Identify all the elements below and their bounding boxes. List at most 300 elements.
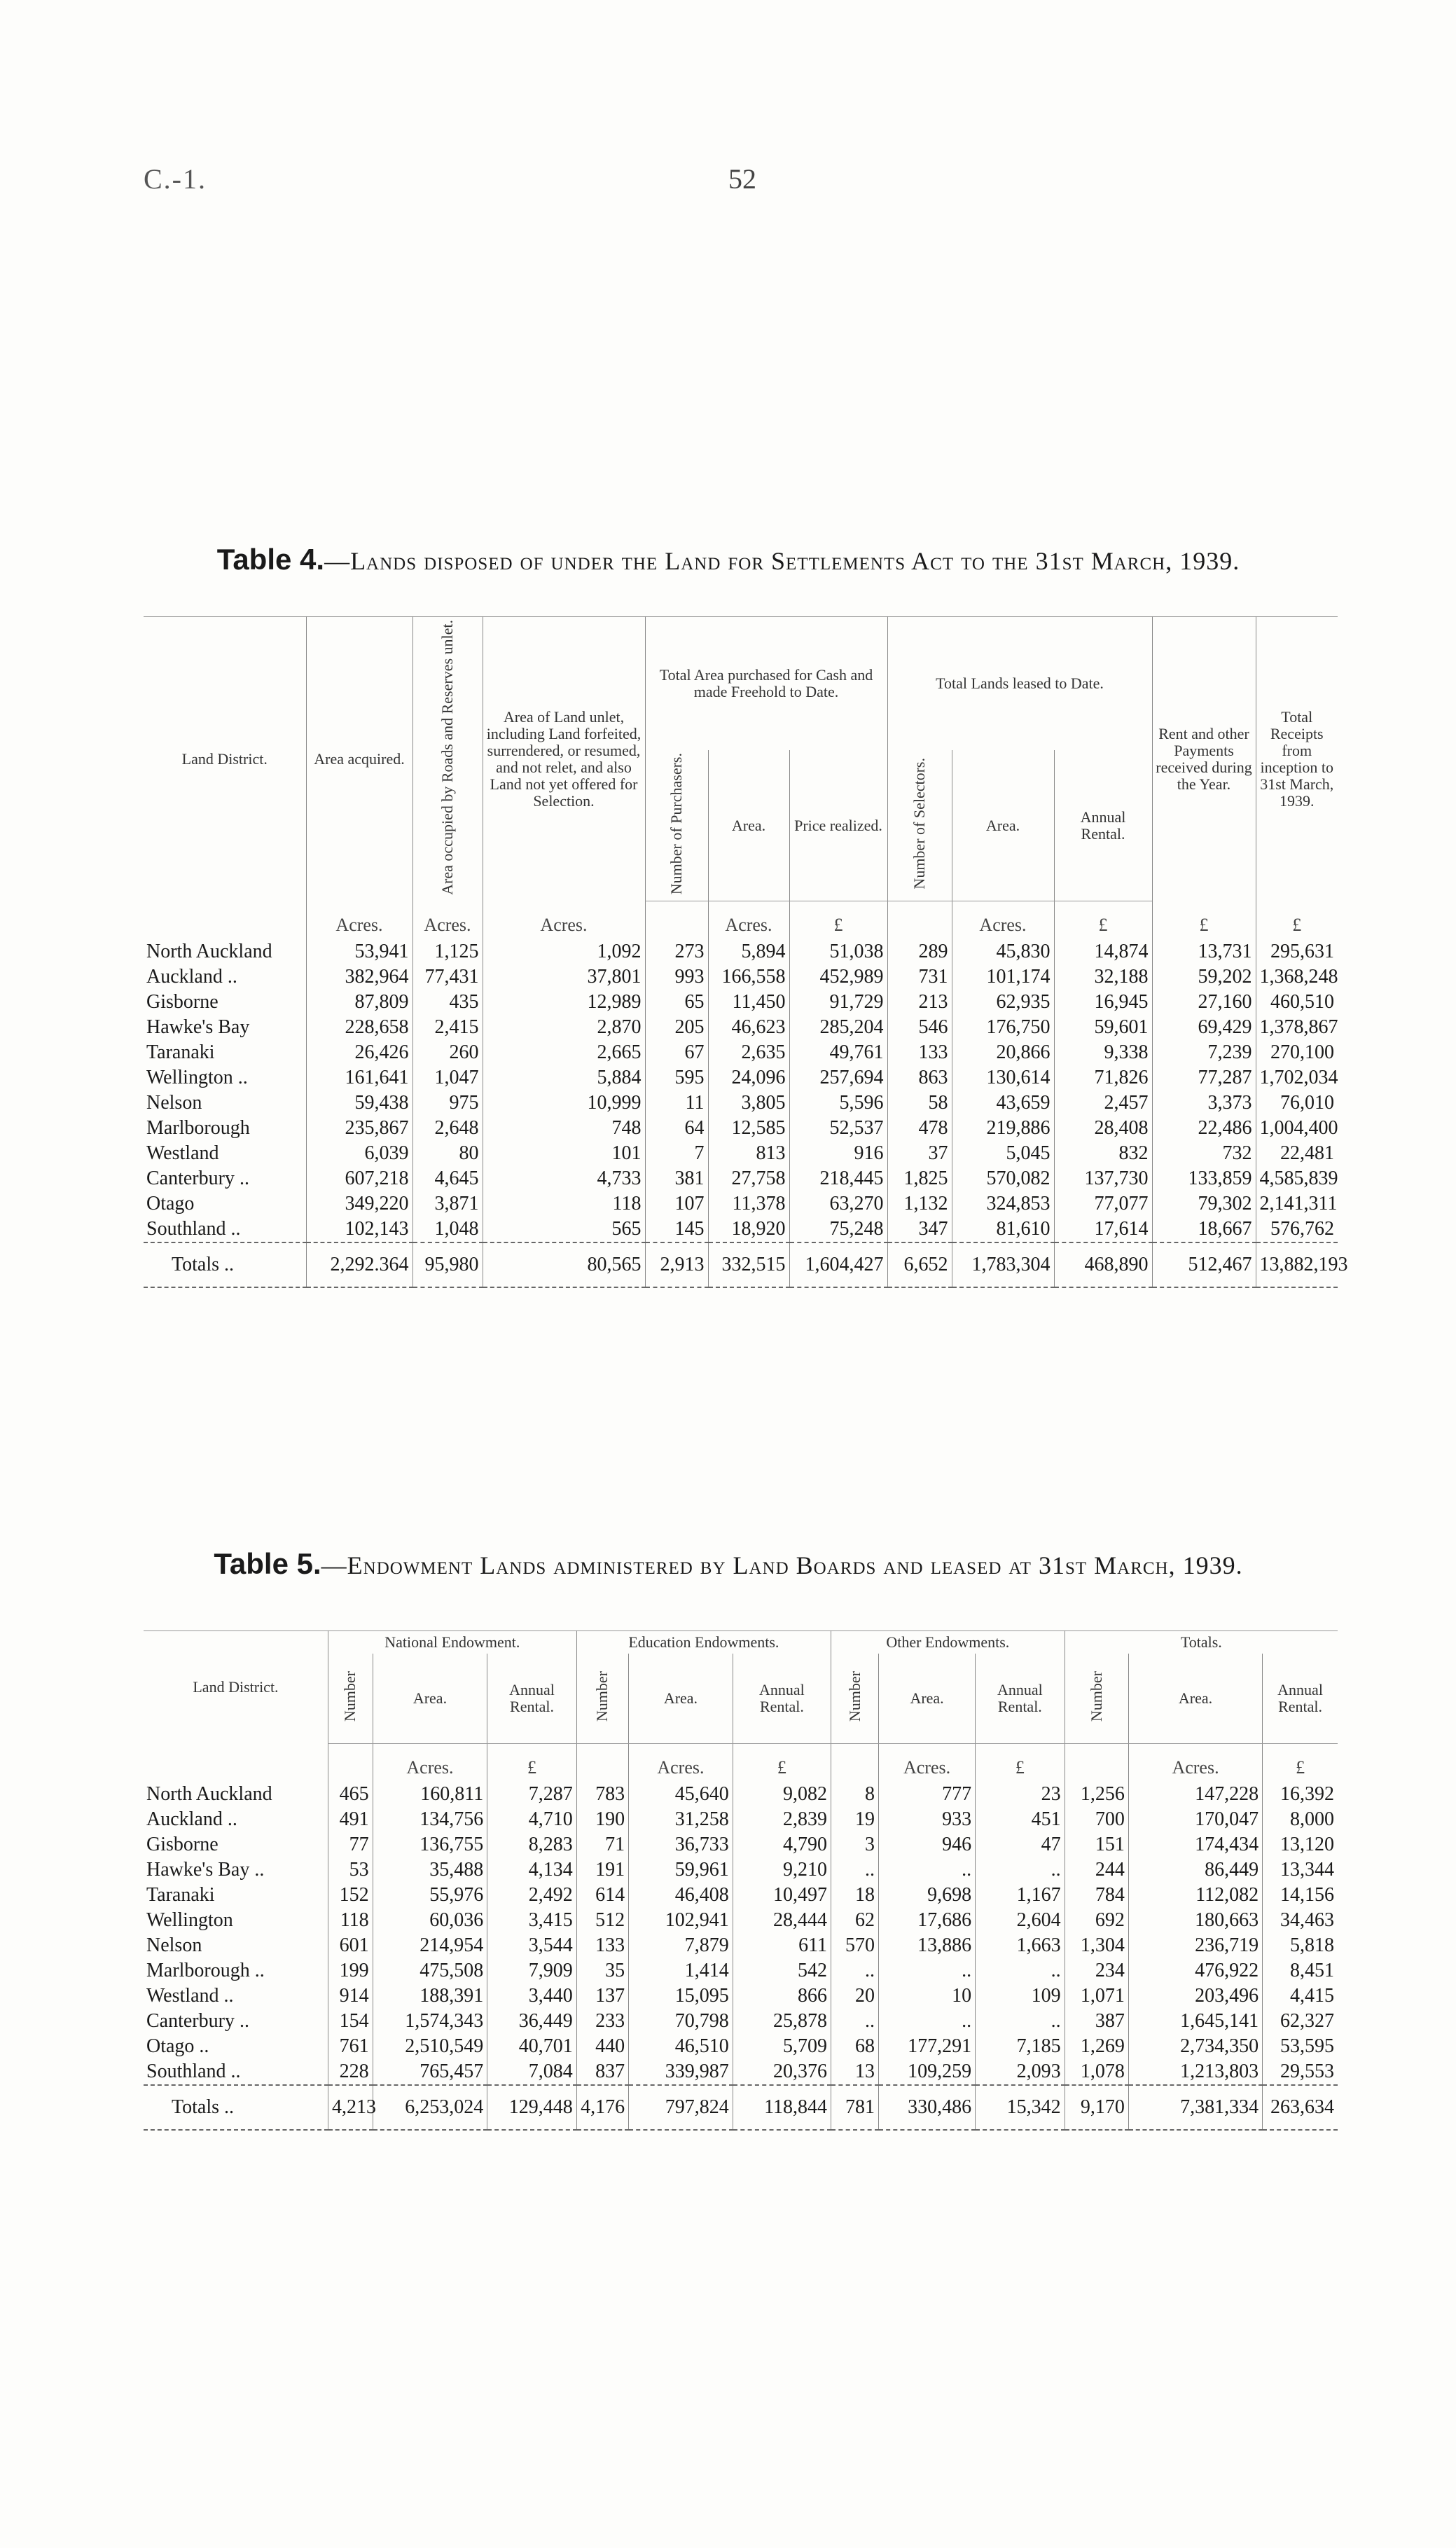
table-cell: 7,239 xyxy=(1152,1040,1256,1065)
table-cell: 109,259 xyxy=(879,2059,976,2085)
table-cell: 837 xyxy=(576,2059,628,2085)
table-cell: 1,574,343 xyxy=(373,2009,487,2034)
table-cell: 177,291 xyxy=(879,2034,976,2059)
table-cell: 5,596 xyxy=(789,1090,887,1116)
table-cell: 1,048 xyxy=(412,1217,483,1242)
table-cell: 244 xyxy=(1065,1857,1128,1883)
table-cell: 451 xyxy=(976,1807,1065,1832)
table-cell: 101,174 xyxy=(952,964,1054,990)
table-cell: 13 xyxy=(831,2059,879,2085)
row-label: Gisborne xyxy=(146,991,219,1013)
table-cell: 332,515 xyxy=(708,1242,789,1287)
table-cell: 3,373 xyxy=(1152,1090,1256,1116)
table-cell: 213 xyxy=(887,990,952,1015)
table4-header-leased-area: Area. xyxy=(952,750,1054,901)
row-label: Marlborough .. xyxy=(146,1960,265,1981)
row-label: Totals .. xyxy=(144,1242,306,1287)
table-cell: 20,866 xyxy=(952,1040,1054,1065)
table-cell: 228,658 xyxy=(306,1015,412,1040)
table-cell: 62,935 xyxy=(952,990,1054,1015)
table-row xyxy=(144,1015,1338,1040)
row-label: Otago .. xyxy=(146,2035,209,2057)
table-cell: 270,100 xyxy=(1256,1040,1338,1065)
table-cell: .. xyxy=(879,2009,976,2034)
table-cell: 18 xyxy=(831,1883,879,1908)
table-cell: 29,553 xyxy=(1263,2059,1338,2085)
table-cell: 145 xyxy=(645,1217,708,1242)
row-label: North Auckland xyxy=(146,1783,272,1805)
table-row xyxy=(144,1983,1338,2009)
table4-header-area-acquired: Area acquired. xyxy=(306,617,412,901)
table-cell: 1,663 xyxy=(976,1933,1065,1958)
table-cell: 2,665 xyxy=(483,1040,645,1065)
table-cell: 20 xyxy=(831,1983,879,2009)
table5-header-other-number: Number xyxy=(831,1654,879,1744)
table-cell: 47 xyxy=(976,1832,1065,1857)
table-cell: 133,859 xyxy=(1152,1166,1256,1191)
table-cell: 25,878 xyxy=(733,2009,831,2034)
row-label: Taranaki xyxy=(146,1041,215,1064)
table-cell: 170,047 xyxy=(1128,1807,1262,1832)
table-cell: 546 xyxy=(887,1015,952,1040)
table4-header-land-district: Land District. xyxy=(181,749,268,768)
table-cell: 62 xyxy=(831,1908,879,1933)
table-cell: 866 xyxy=(733,1983,831,2009)
table-cell: 607,218 xyxy=(306,1166,412,1191)
table-cell: 731 xyxy=(887,964,952,990)
table-cell: 18,667 xyxy=(1152,1217,1256,1242)
table-cell: 2,870 xyxy=(483,1015,645,1040)
table-row xyxy=(144,939,1338,964)
table-cell: 9,170 xyxy=(1065,2085,1128,2130)
table4-units-row xyxy=(144,901,1338,940)
table5-title-lead: Table 5. xyxy=(214,1547,321,1580)
units-cell xyxy=(576,1744,628,1782)
table-cell: 2,141,311 xyxy=(1256,1191,1338,1217)
table-cell: .. xyxy=(831,1958,879,1983)
table-cell: 387 xyxy=(1065,2009,1128,2034)
table-cell: 45,640 xyxy=(629,1782,733,1807)
table-row xyxy=(144,1141,1338,1166)
table-cell: 52,537 xyxy=(789,1116,887,1141)
table5-header-national-area: Area. xyxy=(373,1654,487,1744)
table-cell: 45,830 xyxy=(952,939,1054,964)
table-cell: 62,327 xyxy=(1263,2009,1338,2034)
table-cell: 465 xyxy=(328,1782,373,1807)
table-cell: 81,610 xyxy=(952,1217,1054,1242)
table-cell: 35,488 xyxy=(373,1857,487,1883)
table5-header-education-area: Area. xyxy=(629,1654,733,1744)
table-cell: 460,510 xyxy=(1256,990,1338,1015)
table-cell: 1,167 xyxy=(976,1883,1065,1908)
table-cell: 576,762 xyxy=(1256,1217,1338,1242)
row-label: Marlborough xyxy=(146,1117,250,1140)
table-cell: 9,338 xyxy=(1054,1040,1152,1065)
units-cell: £ xyxy=(1256,901,1338,940)
table-cell: 1,047 xyxy=(412,1065,483,1090)
table-row xyxy=(144,1191,1338,1217)
row-label: Nelson xyxy=(146,1934,202,1956)
table-cell: .. xyxy=(976,1857,1065,1883)
table-cell: 2,292.364 xyxy=(306,1242,412,1287)
table-cell: 2,913 xyxy=(645,1242,708,1287)
table-cell: 46,510 xyxy=(629,2034,733,2059)
table4-header-area-roads: Area occupied by Roads and Reserves unlet. xyxy=(412,617,483,901)
table-cell: 8,283 xyxy=(487,1832,576,1857)
table-cell: 1,125 xyxy=(412,939,483,964)
table-cell: 2,457 xyxy=(1054,1090,1152,1116)
table-cell: 95,980 xyxy=(412,1242,483,1287)
table-cell: 234 xyxy=(1065,1958,1128,1983)
table-cell: 13,120 xyxy=(1263,1832,1338,1857)
table-cell: 91,729 xyxy=(789,990,887,1015)
table-cell: 2,635 xyxy=(708,1040,789,1065)
table-cell: 6,652 xyxy=(887,1242,952,1287)
table-cell: 761 xyxy=(328,2034,373,2059)
table5-header-education-number: Number xyxy=(576,1654,628,1744)
table-cell: 475,508 xyxy=(373,1958,487,1983)
table-cell: 58 xyxy=(887,1090,952,1116)
row-label: Wellington xyxy=(146,1909,233,1931)
table-row xyxy=(144,2009,1338,2034)
table-row xyxy=(144,1782,1338,1807)
table-cell: 109 xyxy=(976,1983,1065,2009)
table-cell: 14,156 xyxy=(1263,1883,1338,1908)
table-cell: 765,457 xyxy=(373,2059,487,2085)
table5-header-group-national: National Endowment. xyxy=(328,1631,576,1654)
units-cell xyxy=(144,1744,328,1782)
table-cell: 468,890 xyxy=(1054,1242,1152,1287)
table-cell: 478 xyxy=(887,1116,952,1141)
table-cell: 946 xyxy=(879,1832,976,1857)
table5-header-other-area: Area. xyxy=(879,1654,976,1744)
table-cell: 166,558 xyxy=(708,964,789,990)
row-label: Auckland .. xyxy=(146,966,237,988)
table4-title-text: —Lands disposed of under the Land for Settlements Act to the 31st March, 1939. xyxy=(324,547,1240,575)
table-cell: 205 xyxy=(645,1015,708,1040)
table-cell: 188,391 xyxy=(373,1983,487,2009)
table-cell: 933 xyxy=(879,1807,976,1832)
table-cell: 3,440 xyxy=(487,1983,576,2009)
table-cell: 36,733 xyxy=(629,1832,733,1857)
table-cell: 11 xyxy=(645,1090,708,1116)
table-row xyxy=(144,1217,1338,1242)
table-cell: 24,096 xyxy=(708,1065,789,1090)
table-cell: 565 xyxy=(483,1217,645,1242)
table-cell: 1,132 xyxy=(887,1191,952,1217)
table-cell: 611 xyxy=(733,1933,831,1958)
table-cell: 13,344 xyxy=(1263,1857,1338,1883)
table-cell: 700 xyxy=(1065,1807,1128,1832)
table4-header-rent-payments: Rent and other Payments received during the Year. xyxy=(1152,617,1256,901)
table-cell: 35 xyxy=(576,1958,628,1983)
table-cell: 76,010 xyxy=(1256,1090,1338,1116)
table-cell: 6,039 xyxy=(306,1141,412,1166)
row-label: Southland .. xyxy=(146,1218,241,1240)
table-cell: 512 xyxy=(576,1908,628,1933)
table-cell: 381 xyxy=(645,1166,708,1191)
table-cell: 2,648 xyxy=(412,1116,483,1141)
table-cell: 77,287 xyxy=(1152,1065,1256,1090)
row-label: Totals .. xyxy=(144,2085,328,2130)
table-cell: 8,451 xyxy=(1263,1958,1338,1983)
table-cell: 102,941 xyxy=(629,1908,733,1933)
table-cell: 4,710 xyxy=(487,1807,576,1832)
row-label: Westland xyxy=(146,1142,219,1165)
table5-header-group-education: Education Endowments. xyxy=(576,1631,831,1654)
table4-header-area-unlet: Area of Land unlet, including Land forfeited, surrendered, or resumed, and not relet, and also Land not yet offered for Selection. xyxy=(483,617,645,901)
table4-header-group-leased: Total Lands leased to Date. xyxy=(887,617,1152,751)
table-cell: 191 xyxy=(576,1857,628,1883)
page-identifier: C.-1. xyxy=(144,163,207,195)
table-row xyxy=(144,1832,1338,1857)
row-label: Canterbury .. xyxy=(146,1168,249,1190)
table-cell: 219,886 xyxy=(952,1116,1054,1141)
table-cell: 22,481 xyxy=(1256,1141,1338,1166)
table-cell: 1,783,304 xyxy=(952,1242,1054,1287)
units-cell xyxy=(887,901,952,940)
table-cell: 3,415 xyxy=(487,1908,576,1933)
table-cell: 174,434 xyxy=(1128,1832,1262,1857)
table-cell: 11,450 xyxy=(708,990,789,1015)
table4-header-area: Area. xyxy=(708,750,789,901)
table-cell: 136,755 xyxy=(373,1832,487,1857)
table-row xyxy=(144,2059,1338,2085)
table-cell: 59,438 xyxy=(306,1090,412,1116)
table4-body xyxy=(144,901,1348,1288)
table-cell: 732 xyxy=(1152,1141,1256,1166)
table-row xyxy=(144,1933,1338,1958)
page-number: 52 xyxy=(728,163,756,195)
table-cell: 53,941 xyxy=(306,939,412,964)
table-cell: 777 xyxy=(879,1782,976,1807)
table4-header-purchasers: Number of Purchasers. xyxy=(645,750,708,901)
table-cell: 151 xyxy=(1065,1832,1128,1857)
table-cell: 37,801 xyxy=(483,964,645,990)
table-cell: 15,095 xyxy=(629,1983,733,2009)
table-cell: 273 xyxy=(645,939,708,964)
table-cell: 1,004,400 xyxy=(1256,1116,1338,1141)
table-cell: 781 xyxy=(831,2085,879,2130)
table-cell: 233 xyxy=(576,2009,628,2034)
table-cell: 1,825 xyxy=(887,1166,952,1191)
table-cell: 614 xyxy=(576,1883,628,1908)
table5-header-land-district: Land District. xyxy=(193,1678,279,1696)
table-cell: 20,376 xyxy=(733,2059,831,2085)
table4-header-total-receipts: Total Receipts from inception to 31st March, 1939. xyxy=(1256,617,1338,901)
table-cell: 87,809 xyxy=(306,990,412,1015)
table-cell: 8 xyxy=(831,1782,879,1807)
table-cell: 260 xyxy=(412,1040,483,1065)
table4-header-selectors: Number of Selectors. xyxy=(887,750,952,901)
table-cell: .. xyxy=(831,2009,879,2034)
table-cell: 152 xyxy=(328,1883,373,1908)
table5 xyxy=(144,1630,1338,2131)
table-cell: 43,659 xyxy=(952,1090,1054,1116)
table-cell: .. xyxy=(976,1958,1065,1983)
table-cell: 40,701 xyxy=(487,2034,576,2059)
units-cell: Acres. xyxy=(412,901,483,940)
table-cell: 2,492 xyxy=(487,1883,576,1908)
units-cell xyxy=(831,1744,879,1782)
row-label: North Auckland xyxy=(146,941,272,963)
units-cell: Acres. xyxy=(952,901,1054,940)
table-cell: 190 xyxy=(576,1807,628,1832)
units-cell: £ xyxy=(1054,901,1152,940)
table-cell: 118,844 xyxy=(733,2085,831,2130)
table-cell: 285,204 xyxy=(789,1015,887,1040)
table-row xyxy=(144,1807,1338,1832)
table-cell: 11,378 xyxy=(708,1191,789,1217)
table-cell: 14,874 xyxy=(1054,939,1152,964)
table-cell: 17,686 xyxy=(879,1908,976,1933)
table-cell: 12,989 xyxy=(483,990,645,1015)
table-cell: 71 xyxy=(576,1832,628,1857)
table4 xyxy=(144,616,1348,1288)
table-cell: 9,210 xyxy=(733,1857,831,1883)
table-cell: 22,486 xyxy=(1152,1116,1256,1141)
table-cell: 133 xyxy=(887,1040,952,1065)
table-cell: .. xyxy=(879,1958,976,1983)
table-cell: 7,084 xyxy=(487,2059,576,2085)
table-cell: 5,818 xyxy=(1263,1933,1338,1958)
table-cell: 60,036 xyxy=(373,1908,487,1933)
table-cell: 51,038 xyxy=(789,939,887,964)
table-cell: 3,871 xyxy=(412,1191,483,1217)
table-row xyxy=(144,1958,1338,1983)
table-cell: 542 xyxy=(733,1958,831,1983)
table5-title-text: —Endowment Lands administered by Land Boards and leased at 31st March, 1939. xyxy=(321,1551,1243,1579)
table-cell: 914 xyxy=(328,1983,373,2009)
table-cell: 203,496 xyxy=(1128,1983,1262,2009)
table-cell: 339,987 xyxy=(629,2059,733,2085)
table-cell: 2,734,350 xyxy=(1128,2034,1262,2059)
units-cell: Acres. xyxy=(483,901,645,940)
table5-header-national-number: Number xyxy=(328,1654,373,1744)
row-label: Nelson xyxy=(146,1092,202,1114)
table-cell: 32,188 xyxy=(1054,964,1152,990)
units-cell: Acres. xyxy=(629,1744,733,1782)
units-cell: Acres. xyxy=(306,901,412,940)
table-cell: 112,082 xyxy=(1128,1883,1262,1908)
table-cell: 975 xyxy=(412,1090,483,1116)
table-cell: 570 xyxy=(831,1933,879,1958)
table-cell: 18,920 xyxy=(708,1217,789,1242)
table-cell: 7,879 xyxy=(629,1933,733,1958)
units-cell: Acres. xyxy=(879,1744,976,1782)
table5-header-national-rental: Annual Rental. xyxy=(487,1654,576,1744)
table-cell: 1,604,427 xyxy=(789,1242,887,1287)
table-cell: 13,882,193 xyxy=(1256,1242,1338,1287)
table-cell: 1,269 xyxy=(1065,2034,1128,2059)
table5-header-totals-rental: Annual Rental. xyxy=(1263,1654,1338,1744)
table-cell: 154 xyxy=(328,2009,373,2034)
table-cell: 235,867 xyxy=(306,1116,412,1141)
table-cell: 147,228 xyxy=(1128,1782,1262,1807)
table-cell: 993 xyxy=(645,964,708,990)
table-cell: 4,645 xyxy=(412,1166,483,1191)
row-label: Otago xyxy=(146,1193,195,1215)
table-cell: 160,811 xyxy=(373,1782,487,1807)
table-cell: 19 xyxy=(831,1807,879,1832)
table-cell: 349,220 xyxy=(306,1191,412,1217)
table-cell: 13,731 xyxy=(1152,939,1256,964)
table-cell: 37 xyxy=(887,1141,952,1166)
table-cell: 863 xyxy=(887,1065,952,1090)
table-cell: 3,544 xyxy=(487,1933,576,1958)
table-cell: 1,702,034 xyxy=(1256,1065,1338,1090)
table-cell: 2,839 xyxy=(733,1807,831,1832)
table-cell: 2,510,549 xyxy=(373,2034,487,2059)
table-cell: 4,415 xyxy=(1263,1983,1338,2009)
table4-header-group-purchased: Total Area purchased for Cash and made Freehold to Date. xyxy=(645,617,887,751)
table-cell: 80 xyxy=(412,1141,483,1166)
row-label: Hawke's Bay .. xyxy=(146,1859,265,1881)
table-cell: 748 xyxy=(483,1116,645,1141)
table-cell: 69,429 xyxy=(1152,1015,1256,1040)
table-cell: 595 xyxy=(645,1065,708,1090)
table-cell: 107 xyxy=(645,1191,708,1217)
table-cell: 129,448 xyxy=(487,2085,576,2130)
units-cell xyxy=(1065,1744,1128,1782)
table-cell: 46,623 xyxy=(708,1015,789,1040)
table-cell: 4,176 xyxy=(576,2085,628,2130)
table4-title xyxy=(133,543,1324,583)
table-cell: 59,202 xyxy=(1152,964,1256,990)
table-cell: 491 xyxy=(328,1807,373,1832)
table5-header-totals-number: Number xyxy=(1065,1654,1128,1744)
table-cell: 53,595 xyxy=(1263,2034,1338,2059)
table5-header-education-rental: Annual Rental. xyxy=(733,1654,831,1744)
table-cell: 59,961 xyxy=(629,1857,733,1883)
table-cell: 214,954 xyxy=(373,1933,487,1958)
table-cell: 67 xyxy=(645,1040,708,1065)
table-cell: 101 xyxy=(483,1141,645,1166)
table-row xyxy=(144,1065,1338,1090)
table-cell: 59,601 xyxy=(1054,1015,1152,1040)
row-label: Taranaki xyxy=(146,1884,215,1906)
table5-header-group-other: Other Endowments. xyxy=(831,1631,1065,1654)
table-cell: 86,449 xyxy=(1128,1857,1262,1883)
units-cell: £ xyxy=(487,1744,576,1782)
table5-header-group-totals: Totals. xyxy=(1065,1631,1338,1654)
table-cell: 7,909 xyxy=(487,1958,576,1983)
table-cell: 1,092 xyxy=(483,939,645,964)
units-cell: £ xyxy=(976,1744,1065,1782)
table-cell: 330,486 xyxy=(879,2085,976,2130)
row-label: Southland .. xyxy=(146,2061,241,2082)
table-cell: 4,790 xyxy=(733,1832,831,1857)
table-cell: 64 xyxy=(645,1116,708,1141)
table-cell: 10 xyxy=(879,1983,976,2009)
table-cell: 26,426 xyxy=(306,1040,412,1065)
table-cell: 570,082 xyxy=(952,1166,1054,1191)
table-cell: 5,884 xyxy=(483,1065,645,1090)
table5-title xyxy=(133,1548,1324,1587)
table-row xyxy=(144,1116,1338,1141)
table-cell: 130,614 xyxy=(952,1065,1054,1090)
table-cell: 3 xyxy=(831,1832,879,1857)
table-row xyxy=(144,1166,1338,1191)
table-cell: 1,078 xyxy=(1065,2059,1128,2085)
table-cell: 9,698 xyxy=(879,1883,976,1908)
table-row xyxy=(144,964,1338,990)
table-cell: 28,408 xyxy=(1054,1116,1152,1141)
table-cell: 13,886 xyxy=(879,1933,976,1958)
table-cell: 28,444 xyxy=(733,1908,831,1933)
units-cell xyxy=(328,1744,373,1782)
table-cell: 813 xyxy=(708,1141,789,1166)
